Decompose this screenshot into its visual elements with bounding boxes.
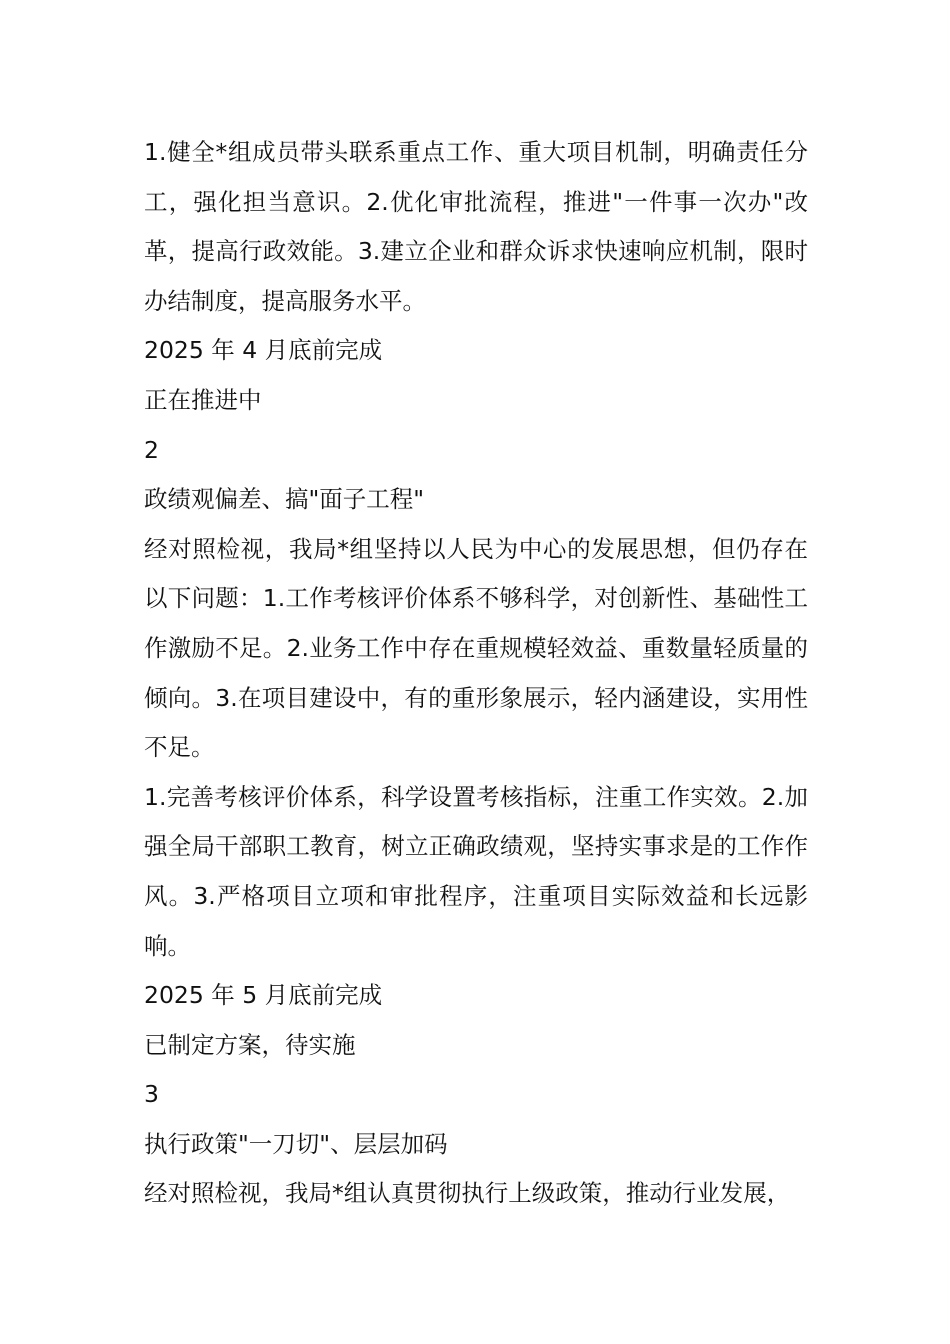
item-number-3: 3	[144, 1080, 159, 1109]
issue-description-3: 经对照检视，我局*组认真贯彻执行上级政策，推动行业发展，	[144, 1179, 791, 1208]
rectification-measures-2: 1.完善考核评价体系，科学设置考核指标，注重工作实效。2.加强全局干部职工教育，树立正确政绩观，坚持实事求是的工作作风。3.严格项目立项和审批程序，注重项目实际效益和长远影响。	[144, 782, 808, 960]
deadline-1: 2025 年 4 月底前完成	[144, 336, 383, 365]
issue-title-2: 政绩观偏差、搞"面子工程"	[144, 485, 425, 514]
deadline-2: 2025 年 5 月底前完成	[144, 981, 383, 1010]
issue-description-2: 经对照检视，我局*组坚持以人民为中心的发展思想，但仍存在以下问题：1.工作考核评价体系不够科学，对创新性、基础性工作激励不足。2.业务工作中存在重规模轻效益、重数量轻质量的倾向。3.在项目建设中，有的重形象展示，轻内涵建设，实用性不足。	[144, 534, 808, 762]
progress-status-2: 已制定方案，待实施	[144, 1030, 356, 1059]
item-number-2: 2	[144, 435, 159, 464]
rectification-measures-1: 1.健全*组成员带头联系重点工作、重大项目机制，明确责任分工，强化担当意识。2.优化审批流程，推进"一件事一次办"改革，提高行政效能。3.建立企业和群众诉求快速响应机制，限时办结制度，提高服务水平。	[144, 138, 808, 315]
issue-title-3: 执行政策"一刀切"、层层加码	[144, 1129, 448, 1158]
progress-status-1: 正在推进中	[144, 385, 262, 414]
document-body	[144, 128, 808, 1219]
